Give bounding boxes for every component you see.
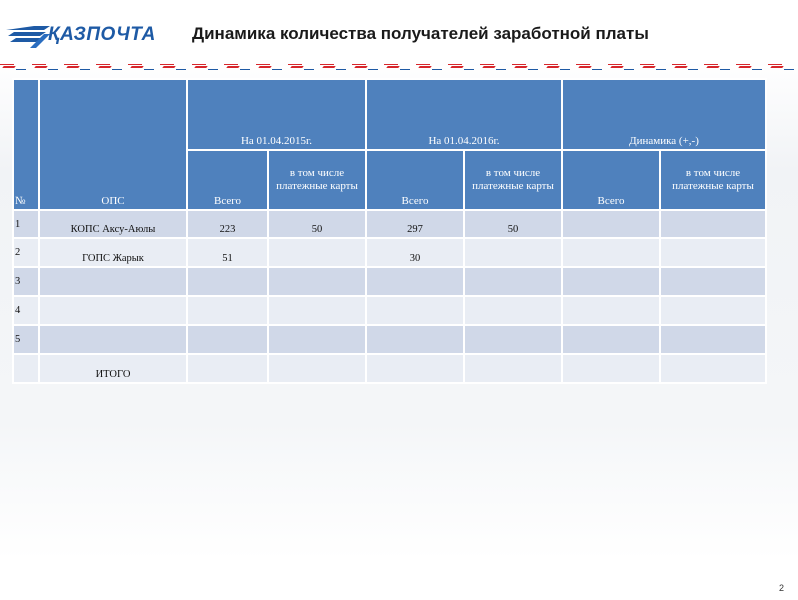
row-cards-2016 — [464, 267, 562, 296]
row-total-dynamics — [562, 325, 660, 354]
row-total-2015 — [187, 267, 268, 296]
total-cards-2016 — [464, 354, 562, 383]
row-total-2015: 223 — [187, 210, 268, 238]
row-cards-2015 — [268, 238, 366, 267]
row-total-2015: 51 — [187, 238, 268, 267]
row-cards-2015: 50 — [268, 210, 366, 238]
row-cards-2015 — [268, 267, 366, 296]
row-total-2016 — [366, 325, 464, 354]
row-cards-dynamics — [660, 267, 766, 296]
header-row-1 — [13, 79, 766, 150]
row-cards-dynamics — [660, 238, 766, 267]
salary-recipients-table — [12, 78, 767, 384]
row-number: 3 — [13, 267, 39, 296]
total-row — [13, 354, 766, 383]
row-total-2015 — [187, 325, 268, 354]
row-total-2016 — [366, 296, 464, 325]
row-total-dynamics — [562, 238, 660, 267]
header-dynamics-total: Всего — [562, 150, 660, 210]
header-2015-cards: в том числе платежные карты — [268, 150, 366, 210]
page-title: Динамика количества получателей заработной платы — [192, 24, 649, 43]
row-number: 2 — [13, 238, 39, 267]
total-row-number — [13, 354, 39, 383]
row-total-2015 — [187, 296, 268, 325]
row-ops: ГОПС Жарык — [39, 238, 187, 267]
row-ops — [39, 296, 187, 325]
table-row — [13, 296, 766, 325]
row-cards-2015 — [268, 325, 366, 354]
row-total-2016 — [366, 267, 464, 296]
row-cards-2015 — [268, 296, 366, 325]
logo-text: ҚАЗПОЧТА — [48, 24, 156, 45]
header-2015-total: Всего — [187, 150, 268, 210]
row-cards-dynamics — [660, 210, 766, 238]
table-row — [13, 325, 766, 354]
row-cards-dynamics — [660, 325, 766, 354]
row-total-dynamics — [562, 267, 660, 296]
total-cards-2015 — [268, 354, 366, 383]
row-cards-2016 — [464, 238, 562, 267]
total-2016 — [366, 354, 464, 383]
row-total-2016: 30 — [366, 238, 464, 267]
header-2015: На 01.04.2015г. — [187, 79, 366, 150]
total-2015 — [187, 354, 268, 383]
row-ops — [39, 267, 187, 296]
page-number: 2 — [778, 583, 784, 593]
row-number: 1 — [13, 210, 39, 238]
table-row — [13, 238, 766, 267]
row-cards-2016 — [464, 325, 562, 354]
row-ops — [39, 325, 187, 354]
envelope-stripe — [0, 63, 798, 71]
header-ops: ОПС — [39, 79, 187, 210]
header-dynamics: Динамика (+,-) — [562, 79, 766, 150]
total-cards-dynamics — [660, 354, 766, 383]
row-cards-2016 — [464, 296, 562, 325]
table-row — [13, 210, 766, 238]
header-2016-cards: в том числе платежные карты — [464, 150, 562, 210]
total-label: ИТОГО — [39, 354, 187, 383]
row-cards-2016: 50 — [464, 210, 562, 238]
row-total-2016: 297 — [366, 210, 464, 238]
row-total-dynamics — [562, 296, 660, 325]
total-dynamics — [562, 354, 660, 383]
row-number: 5 — [13, 325, 39, 354]
header-dynamics-cards: в том числе платежные карты — [660, 150, 766, 210]
table-row — [13, 267, 766, 296]
header-no: № — [13, 79, 39, 210]
header-2016: На 01.04.2016г. — [366, 79, 562, 150]
row-ops: КОПС Аксу-Аюлы — [39, 210, 187, 238]
row-total-dynamics — [562, 210, 660, 238]
row-cards-dynamics — [660, 296, 766, 325]
row-number: 4 — [13, 296, 39, 325]
header-2016-total: Всего — [366, 150, 464, 210]
